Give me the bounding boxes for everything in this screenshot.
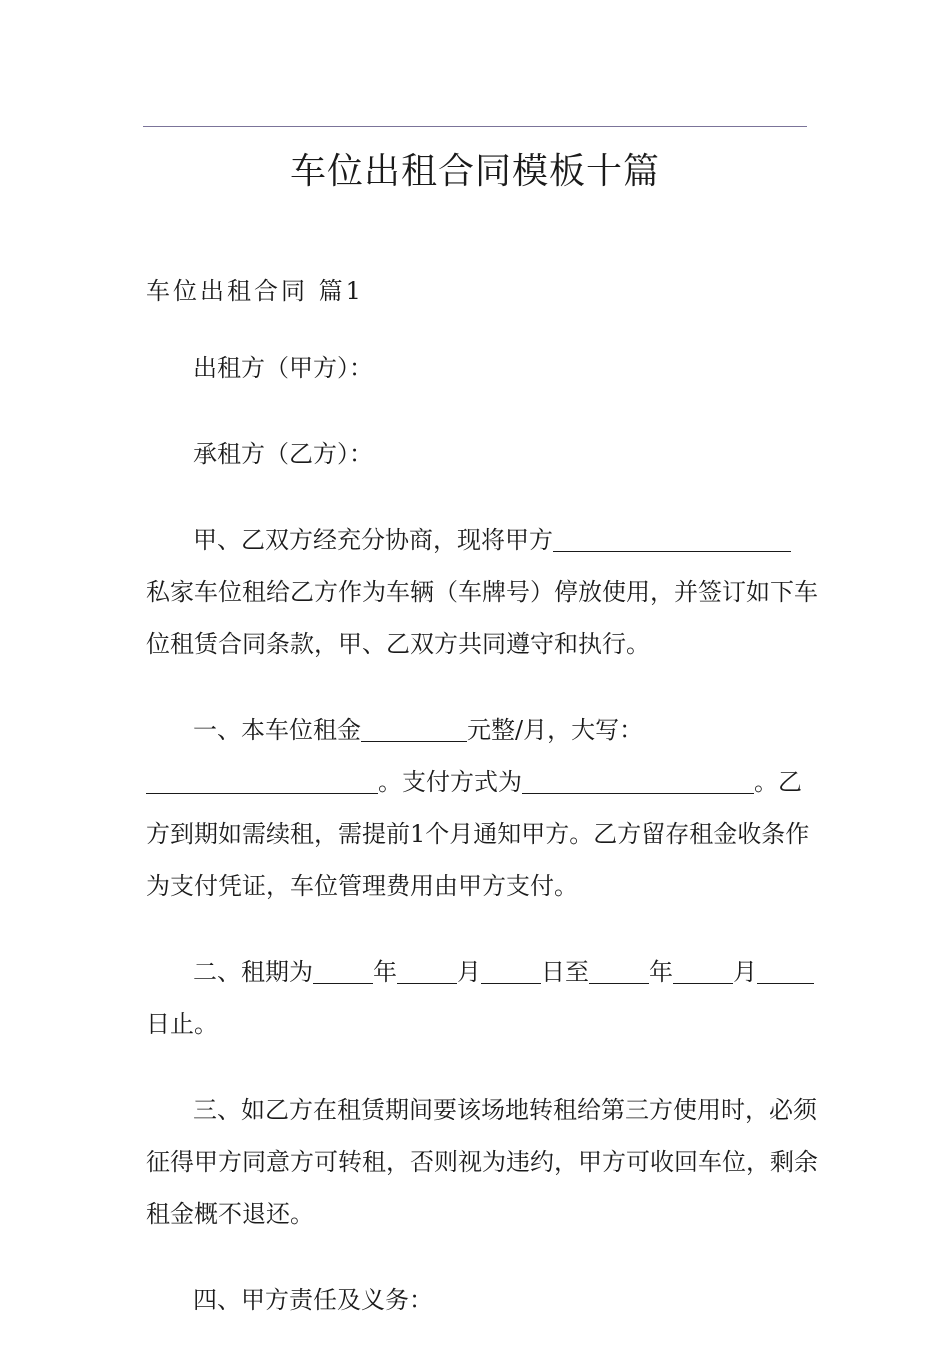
start-month-label: 月 bbox=[457, 958, 481, 986]
lessor-label: 出租方（甲方）： bbox=[193, 354, 373, 382]
clause-four-heading: 四、甲方责任及义务： bbox=[193, 1286, 433, 1314]
lessor-name-blank bbox=[553, 521, 791, 552]
clause-one-line-2 bbox=[146, 756, 808, 808]
start-day-to-label: 日至 bbox=[541, 958, 589, 986]
clause-one-payment-label: 。支付方式为 bbox=[378, 768, 522, 796]
section-heading: 车位出租合同 篇1 bbox=[146, 277, 364, 305]
start-month-blank bbox=[397, 953, 457, 984]
clause-two-label: 二、租期为 bbox=[193, 958, 313, 986]
rent-capital-blank bbox=[146, 763, 378, 794]
document-title: 车位出租合同模板十篇 bbox=[289, 151, 660, 192]
clause-four bbox=[146, 1274, 808, 1326]
clause-one-line-3: 方到期如需续租，需提前1个月通知甲方。乙方留存租金收条作 bbox=[146, 820, 810, 848]
clause-one-rent-label: 一、本车位租金 bbox=[193, 716, 361, 744]
contract-body bbox=[146, 342, 818, 1360]
clause-one bbox=[146, 704, 808, 912]
start-day-blank bbox=[481, 953, 541, 984]
clause-one-line-1 bbox=[146, 704, 808, 756]
clause-one-line-2-end: 。乙 bbox=[754, 768, 802, 796]
lessee-line bbox=[146, 428, 808, 480]
lessor-line bbox=[146, 342, 808, 394]
intro-text-1: 甲、乙双方经充分协商，现将甲方 bbox=[193, 526, 553, 554]
payment-method-blank bbox=[522, 763, 754, 794]
clause-two-line-1 bbox=[146, 946, 808, 998]
clause-three bbox=[146, 1084, 818, 1240]
start-year-blank bbox=[313, 953, 373, 984]
rent-amount-blank bbox=[361, 711, 467, 742]
intro-line-3: 位租赁合同条款，甲、乙双方共同遵守和执行。 bbox=[146, 630, 650, 658]
clause-two-line-2: 日止。 bbox=[146, 1010, 218, 1038]
intro-paragraph bbox=[146, 514, 818, 670]
intro-line-2: 私家车位租给乙方作为车辆（车牌号）停放使用，并签订如下车 bbox=[146, 578, 818, 606]
end-year-label: 年 bbox=[649, 958, 673, 986]
clause-three-line-3: 租金概不退还。 bbox=[146, 1200, 314, 1228]
end-year-blank bbox=[589, 953, 649, 984]
end-month-blank bbox=[673, 953, 733, 984]
end-day-blank bbox=[757, 953, 814, 984]
intro-line-1 bbox=[146, 514, 808, 566]
clause-one-rent-unit: 元整/月，大写： bbox=[467, 716, 644, 744]
start-year-label: 年 bbox=[373, 958, 397, 986]
clause-one-line-4: 为支付凭证，车位管理费用由甲方支付。 bbox=[146, 872, 578, 900]
clause-three-line-2: 征得甲方同意方可转租，否则视为违约，甲方可收回车位，剩余 bbox=[146, 1148, 818, 1176]
lessee-label: 承租方（乙方）： bbox=[193, 440, 373, 468]
header-rule bbox=[143, 126, 807, 127]
clause-three-line-1: 三、如乙方在租赁期间要该场地转租给第三方使用时，必须 bbox=[193, 1096, 817, 1124]
clause-two bbox=[146, 946, 808, 1050]
end-month-label: 月 bbox=[733, 958, 757, 986]
